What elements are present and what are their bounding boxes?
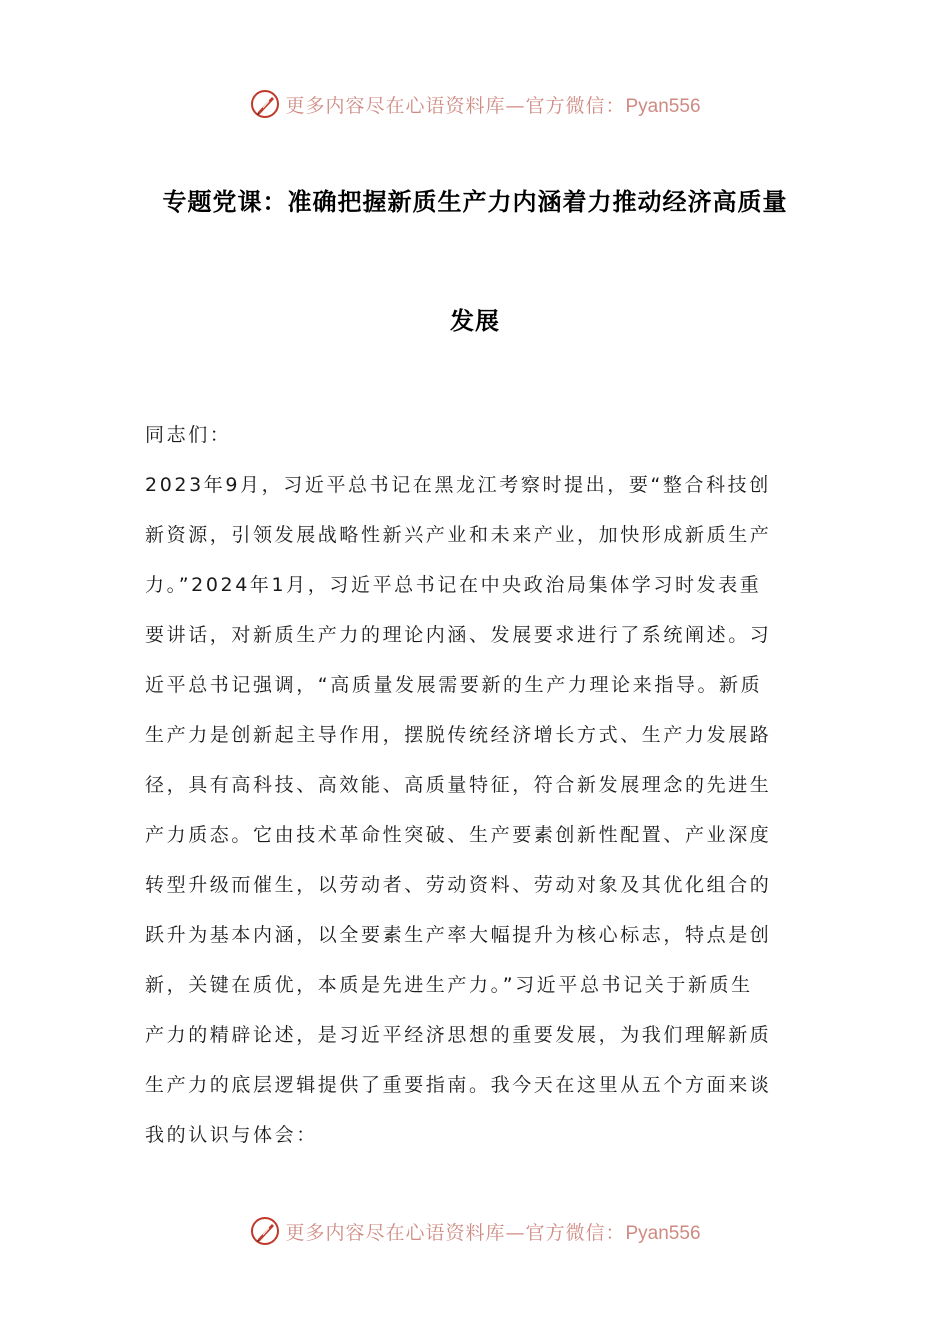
header-watermark	[0, 84, 950, 124]
footer-watermark	[0, 1211, 950, 1251]
paragraph-line: 跃升为基本内涵，以全要素生产率大幅提升为核心标志，特点是创	[145, 924, 772, 946]
paragraph-line: 要讲话，对新质生产力的理论内涵、发展要求进行了系统阐述。习	[145, 624, 772, 646]
watermark-prefix: 更多内容尽在心语资料库—官方微信：	[285, 94, 626, 117]
paragraph-line: 产力的精辟论述，是习近平经济思想的重要发展，为我们理解新质	[145, 1024, 772, 1046]
quill-pen-icon	[249, 88, 281, 120]
watermark-prefix: 更多内容尽在心语资料库—官方微信：	[285, 1221, 626, 1244]
salutation: 同志们：	[145, 424, 232, 446]
paragraph-line: 生产力的底层逻辑提供了重要指南。我今天在这里从五个方面来谈	[145, 1074, 772, 1096]
document-title-line-1: 专题党课：准确把握新质生产力内涵着力推动经济高质量	[162, 188, 788, 216]
watermark-text	[285, 1218, 700, 1245]
paragraph-line: 力。”2024年1月，习近平总书记在中央政治局集体学习时发表重	[145, 574, 762, 596]
watermark-text	[285, 91, 700, 118]
watermark-wechat-id: Pyan556	[625, 95, 701, 117]
quill-pen-icon	[249, 1215, 281, 1247]
paragraph-line: 生产力是创新起主导作用，摆脱传统经济增长方式、生产力发展路	[145, 724, 772, 746]
document-title-line-2: 发展	[450, 307, 500, 335]
paragraph-line: 2023年9月，习近平总书记在黑龙江考察时提出，要“整合科技创	[145, 474, 771, 496]
paragraph-line: 新，关键在质优，本质是先进生产力。”习近平总书记关于新质生	[145, 974, 753, 996]
paragraph-line: 产力质态。它由技术革命性突破、生产要素创新性配置、产业深度	[145, 824, 772, 846]
paragraph-line: 转型升级而催生，以劳动者、劳动资料、劳动对象及其优化组合的	[145, 874, 772, 896]
paragraph-line: 近平总书记强调，“高质量发展需要新的生产力理论来指导。新质	[145, 674, 763, 696]
paragraph-line: 我的认识与体会：	[145, 1124, 318, 1146]
paragraph-line: 径，具有高科技、高效能、高质量特征，符合新发展理念的先进生	[145, 774, 772, 796]
watermark-wechat-id: Pyan556	[625, 1222, 701, 1244]
paragraph-line: 新资源，引领发展战略性新兴产业和未来产业，加快形成新质生产	[145, 524, 772, 546]
